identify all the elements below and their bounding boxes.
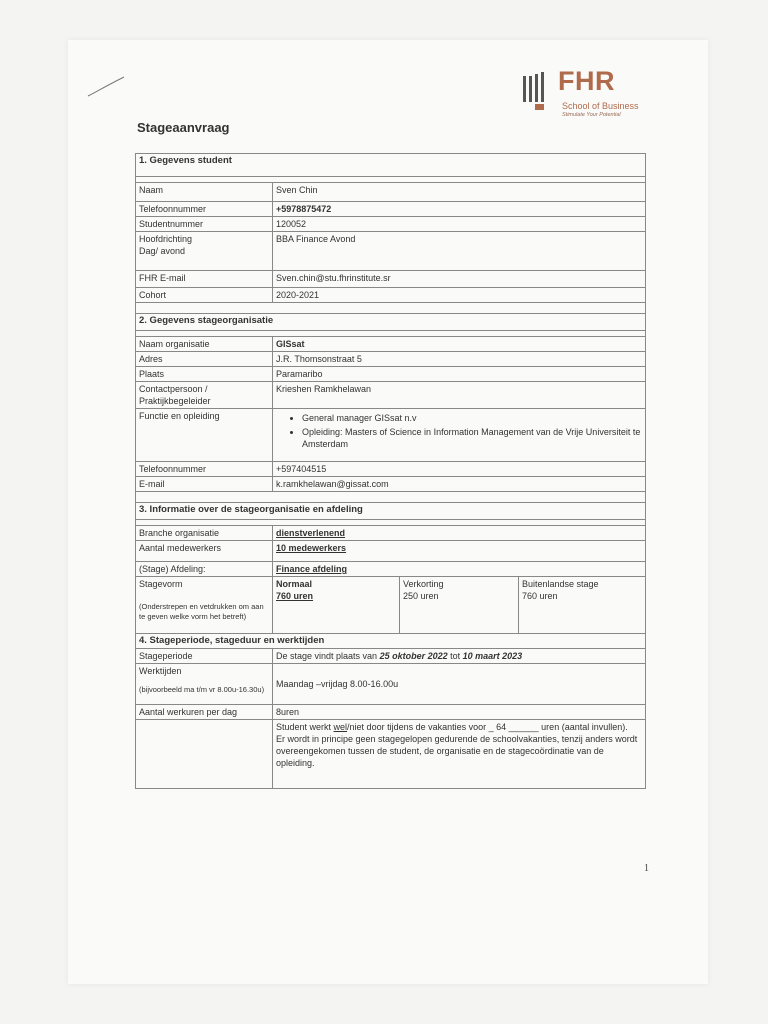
logo-bars-icon	[522, 72, 552, 110]
row-label-empty	[136, 720, 273, 789]
employees-field[interactable]: 10 medewerkers	[273, 541, 646, 562]
table-row	[136, 202, 646, 217]
row-label-line1: Contactpersoon /	[139, 384, 208, 394]
hours-per-day-field[interactable]: 8uren	[273, 705, 646, 720]
row-label: Plaats	[136, 367, 273, 382]
section-header	[136, 154, 646, 177]
table-row	[136, 664, 646, 705]
row-label-line2: Dag/ avond	[139, 246, 186, 256]
stagevorm-option-normaal[interactable]	[273, 577, 400, 634]
row-label: Aantal werkuren per dag	[136, 705, 273, 720]
logo-tagline: Stimulate Your Potential	[562, 112, 621, 118]
student-name-field[interactable]: Sven Chin	[273, 183, 646, 202]
vacation-text-a: Student werkt	[276, 722, 334, 732]
working-hours-field[interactable]: Maandag –vrijdag 8.00-16.00u	[273, 664, 646, 705]
table-row	[136, 288, 646, 303]
table-row	[136, 526, 646, 541]
stagevorm-option-verkorting[interactable]	[400, 577, 519, 634]
werktijden-label: Werktijden	[139, 666, 182, 676]
section-header	[136, 503, 646, 520]
option-hours: 250 uren	[403, 591, 439, 601]
section4-header: 4. Stageperiode, stageduur en werktijden	[136, 634, 646, 649]
period-mid: tot	[447, 651, 463, 661]
row-label	[136, 232, 273, 271]
row-label	[136, 382, 273, 409]
option-hours: 760 uren	[522, 591, 558, 601]
vacation-wel: wel	[333, 722, 348, 732]
table-row	[136, 382, 646, 409]
contact-person-field[interactable]: Krieshen Ramkhelawan	[273, 382, 646, 409]
row-label: FHR E-mail	[136, 271, 273, 288]
list-item: • General manager GISsat n.v	[302, 412, 642, 424]
org-phone-field[interactable]: +597404515	[273, 462, 646, 477]
application-form	[135, 153, 646, 789]
fhr-email-field[interactable]: Sven.chin@stu.fhrinstitute.sr	[273, 271, 646, 288]
period-field[interactable]	[273, 649, 646, 664]
table-row	[136, 352, 646, 367]
option-hours: 760 uren	[276, 591, 314, 601]
werktijden-note: (bijvoorbeeld ma t/m vr 8.00u-16.30u)	[139, 685, 265, 694]
table-row	[136, 720, 646, 789]
period-end: 10 maart 2023	[462, 651, 523, 661]
row-label-line2: Praktijkbegeleider	[139, 396, 211, 406]
major-field[interactable]: BBA Finance Avond	[273, 232, 646, 271]
row-label: Adres	[136, 352, 273, 367]
fhr-logo	[522, 68, 652, 120]
period-prefix: De stage vindt plaats van	[276, 651, 380, 661]
vacation-note: Er wordt in principe geen stagegelopen gedurende de schoolvakanties, tenzij anders wordt overeengekomen tussen de student, de organisatie en de stagecoördinatie van de opleiding.	[276, 734, 638, 768]
table-row	[136, 271, 646, 288]
row-label: Branche organisatie	[136, 526, 273, 541]
stagevorm-label: Stagevorm	[139, 579, 183, 589]
section-header	[136, 314, 646, 331]
function-education-field[interactable]	[273, 409, 646, 462]
stagevorm-option-buitenland[interactable]	[519, 577, 646, 634]
department-field[interactable]: Finance afdeling	[273, 562, 646, 577]
vacation-field[interactable]	[273, 720, 646, 789]
section3-header: 3. Informatie over de stageorganisatie en afdeling	[136, 503, 646, 520]
table-row	[136, 183, 646, 202]
section1-header: 1. Gegevens student	[136, 154, 646, 177]
row-label: Studentnummer	[136, 217, 273, 232]
table-row	[136, 705, 646, 720]
section2-header: 2. Gegevens stageorganisatie	[136, 314, 646, 331]
row-label: Aantal medewerkers	[136, 541, 273, 562]
row-label: Naam	[136, 183, 273, 202]
table-row	[136, 541, 646, 562]
cohort-field[interactable]: 2020-2021	[273, 288, 646, 303]
table-row	[136, 462, 646, 477]
table-row	[136, 562, 646, 577]
period-start: 25 oktober 2022	[379, 651, 448, 661]
page-title: Stageaanvraag	[137, 120, 230, 135]
option-name: Buitenlandse stage	[522, 579, 599, 589]
student-number-field[interactable]: 120052	[273, 217, 646, 232]
row-label: Stageperiode	[136, 649, 273, 664]
table-row	[136, 409, 646, 462]
logo-subtitle: School of Business	[562, 101, 639, 111]
table-row	[136, 232, 646, 271]
page-number: 1	[644, 863, 649, 874]
stagevorm-note: (Onderstrepen en vetdrukken om aan te geven welke vorm het betreft)	[139, 602, 264, 621]
option-name: Verkorting	[403, 579, 444, 589]
table-row	[136, 337, 646, 352]
table-row	[136, 367, 646, 382]
row-label: Naam organisatie	[136, 337, 273, 352]
row-label: Telefoonnummer	[136, 462, 273, 477]
logo-name: FHR	[558, 66, 615, 96]
table-row	[136, 649, 646, 664]
option-name: Normaal	[276, 579, 313, 589]
city-field[interactable]: Paramaribo	[273, 367, 646, 382]
function-list	[276, 412, 642, 450]
row-label	[136, 664, 273, 705]
table-row	[136, 477, 646, 492]
row-label: Telefoonnummer	[136, 202, 273, 217]
row-label	[136, 577, 273, 634]
org-email-field[interactable]: k.ramkhelawan@gissat.com	[273, 477, 646, 492]
address-field[interactable]: J.R. Thomsonstraat 5	[273, 352, 646, 367]
section-header	[136, 634, 646, 649]
list-item: • Opleiding: Masters of Science in Information Management van de Vrije Universiteit te Amsterdam	[302, 426, 642, 450]
pen-mark	[86, 74, 128, 100]
row-label: Functie en opleiding	[136, 409, 273, 462]
row-label: E-mail	[136, 477, 273, 492]
table-row	[136, 217, 646, 232]
student-phone-field[interactable]: +5978875472	[273, 202, 646, 217]
organisation-name-field[interactable]: GISsat	[273, 337, 646, 352]
row-label: (Stage) Afdeling:	[136, 562, 273, 577]
vacation-text-b: /niet door tijdens de vakanties voor _ 64 ______ uren (aantal invullen).	[347, 722, 628, 732]
industry-field[interactable]: dienstverlenend	[273, 526, 646, 541]
row-label: Cohort	[136, 288, 273, 303]
table-row	[136, 577, 646, 634]
row-label-line1: Hoofdrichting	[139, 234, 193, 244]
